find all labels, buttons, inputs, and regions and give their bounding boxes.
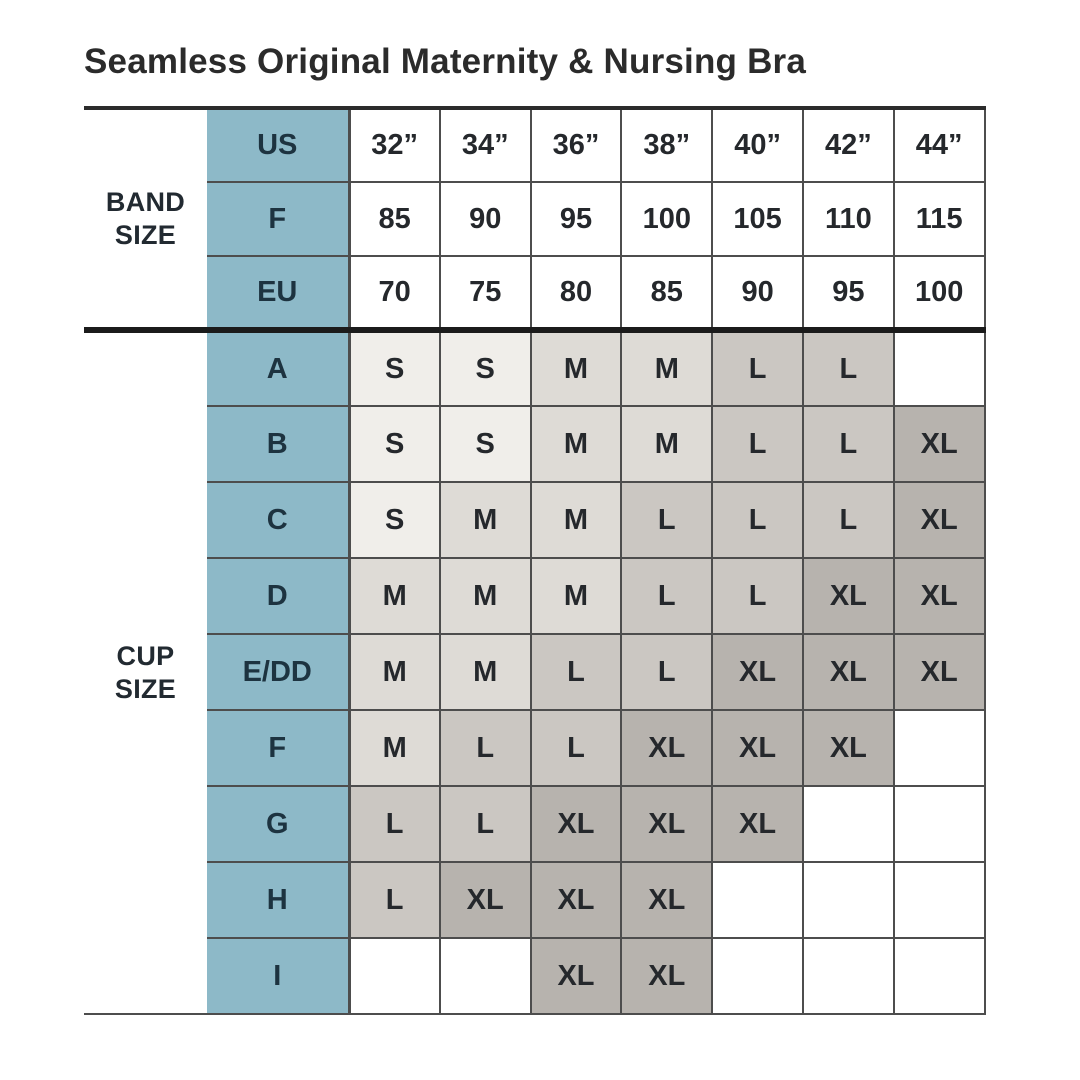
cup-row [84, 634, 985, 710]
size-cell: XL [712, 710, 803, 786]
band-row-key: F [207, 182, 349, 256]
size-chart-table [84, 106, 986, 1015]
size-cell: M [531, 482, 622, 558]
cup-row-key: B [207, 406, 349, 482]
size-cell: S [349, 330, 440, 406]
band-value-cell: 90 [712, 256, 803, 330]
size-cell: L [803, 406, 894, 482]
size-cell: M [349, 634, 440, 710]
side-label-line: CUP [116, 641, 175, 672]
size-cell: L [712, 558, 803, 634]
size-cell: L [440, 786, 531, 862]
size-cell: L [712, 482, 803, 558]
size-cell: L [621, 482, 712, 558]
size-cell: S [349, 406, 440, 482]
size-cell [712, 938, 803, 1014]
size-cell [349, 938, 440, 1014]
band-row [84, 108, 985, 182]
size-cell: XL [894, 406, 985, 482]
size-cell: XL [621, 786, 712, 862]
size-cell: L [349, 786, 440, 862]
size-cell: M [531, 406, 622, 482]
size-cell: M [440, 482, 531, 558]
cup-row-key: F [207, 710, 349, 786]
band-value-cell: 100 [894, 256, 985, 330]
size-cell: L [531, 710, 622, 786]
band-value-cell: 100 [621, 182, 712, 256]
cup-row-key: E/DD [207, 634, 349, 710]
size-cell: XL [621, 710, 712, 786]
band-value-cell: 75 [440, 256, 531, 330]
band-value-cell: 115 [894, 182, 985, 256]
size-cell: M [531, 558, 622, 634]
size-cell [894, 330, 985, 406]
size-cell: L [621, 558, 712, 634]
cup-row-key: G [207, 786, 349, 862]
size-cell: XL [894, 558, 985, 634]
size-cell: M [349, 558, 440, 634]
size-cell: XL [440, 862, 531, 938]
size-cell [440, 938, 531, 1014]
cup-row-key: D [207, 558, 349, 634]
band-value-cell: 105 [712, 182, 803, 256]
size-cell: XL [712, 634, 803, 710]
size-cell: XL [531, 938, 622, 1014]
size-cell: L [803, 482, 894, 558]
band-value-cell: 40” [712, 108, 803, 182]
size-cell: L [712, 330, 803, 406]
band-value-cell: 95 [531, 182, 622, 256]
side-label-line: SIZE [114, 674, 177, 704]
cup-row [84, 406, 985, 482]
size-cell: M [440, 558, 531, 634]
size-cell: XL [803, 634, 894, 710]
size-cell: XL [803, 710, 894, 786]
cup-row [84, 330, 985, 406]
size-chart-body [84, 108, 985, 1014]
size-cell: S [440, 330, 531, 406]
size-cell: XL [621, 938, 712, 1014]
size-cell: XL [894, 634, 985, 710]
band-value-cell: 44” [894, 108, 985, 182]
band-row-key: EU [207, 256, 349, 330]
band-value-cell: 90 [440, 182, 531, 256]
size-cell [894, 786, 985, 862]
size-cell: XL [803, 558, 894, 634]
cup-row [84, 558, 985, 634]
band-row [84, 256, 985, 330]
band-value-cell: 110 [803, 182, 894, 256]
band-value-cell: 70 [349, 256, 440, 330]
size-cell: L [712, 406, 803, 482]
band-size-label [84, 108, 207, 330]
size-cell: M [621, 330, 712, 406]
cup-row [84, 710, 985, 786]
band-row-key: US [207, 108, 349, 182]
size-cell: S [349, 482, 440, 558]
size-cell [894, 710, 985, 786]
size-cell: XL [894, 482, 985, 558]
side-label-line: BAND [105, 186, 186, 217]
size-cell: S [440, 406, 531, 482]
size-cell: XL [531, 862, 622, 938]
size-cell: XL [531, 786, 622, 862]
size-cell: M [621, 406, 712, 482]
size-cell [803, 938, 894, 1014]
band-value-cell: 32” [349, 108, 440, 182]
band-row [84, 182, 985, 256]
size-cell: L [440, 710, 531, 786]
size-cell [894, 938, 985, 1014]
cup-size-label [84, 330, 207, 1014]
size-cell: L [349, 862, 440, 938]
size-cell: M [349, 710, 440, 786]
size-cell: XL [712, 786, 803, 862]
band-value-cell: 42” [803, 108, 894, 182]
band-value-cell: 85 [621, 256, 712, 330]
size-cell: L [531, 634, 622, 710]
cup-row-key: H [207, 862, 349, 938]
band-value-cell: 80 [531, 256, 622, 330]
size-cell: M [531, 330, 622, 406]
size-cell [712, 862, 803, 938]
band-value-cell: 36” [531, 108, 622, 182]
size-cell [803, 862, 894, 938]
band-value-cell: 85 [349, 182, 440, 256]
page-title: Seamless Original Maternity & Nursing Bra [84, 42, 807, 81]
band-value-cell: 95 [803, 256, 894, 330]
size-cell [803, 786, 894, 862]
size-cell: XL [621, 862, 712, 938]
side-label-line: SIZE [114, 219, 177, 250]
size-cell: L [621, 634, 712, 710]
cup-row-key: C [207, 482, 349, 558]
size-cell [894, 862, 985, 938]
cup-row [84, 938, 985, 1014]
band-value-cell: 34” [440, 108, 531, 182]
cup-row [84, 786, 985, 862]
cup-row-key: A [207, 330, 349, 406]
band-value-cell: 38” [621, 108, 712, 182]
size-cell: M [440, 634, 531, 710]
size-cell: L [803, 330, 894, 406]
cup-row [84, 482, 985, 558]
cup-row-key: I [207, 938, 349, 1014]
cup-row [84, 862, 985, 938]
